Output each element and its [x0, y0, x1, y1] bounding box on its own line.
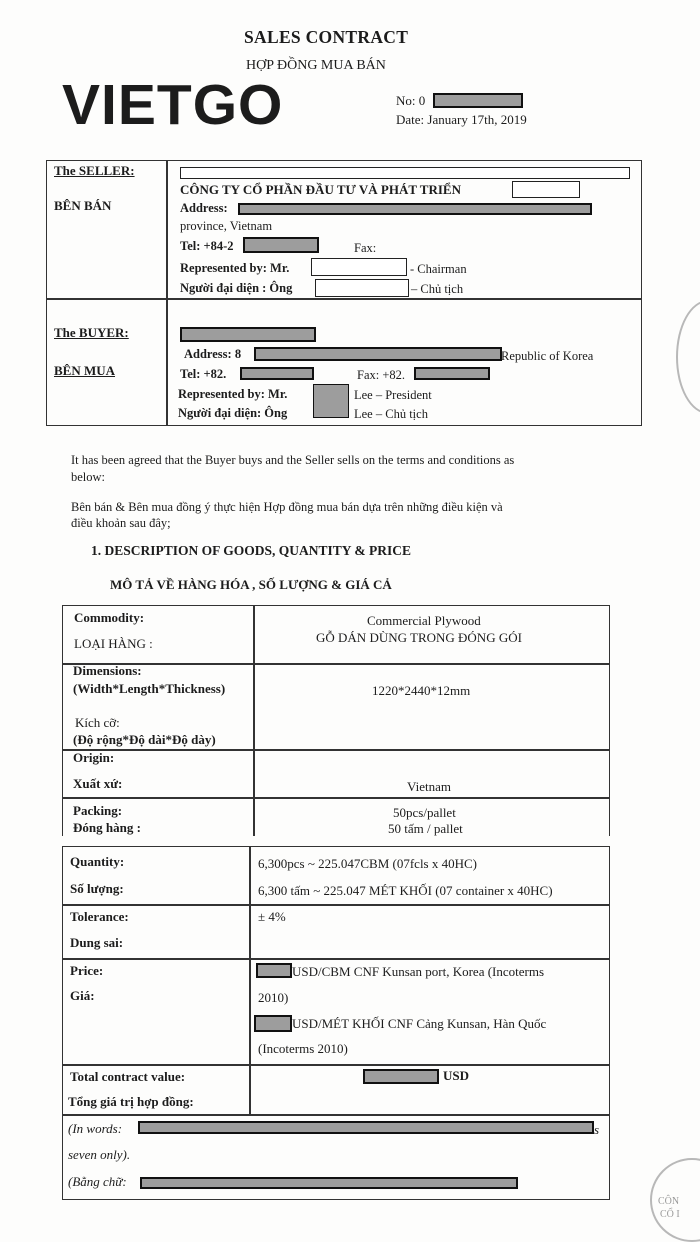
redacted-seller-rep-vn-name [315, 279, 409, 297]
buyer-rep-vn: Người đại diện: Ông [178, 406, 288, 420]
seller-rep-vn-title: – Chủ tịch [411, 282, 464, 296]
redacted-buyer-tel [240, 367, 314, 380]
price-value-vn-2: (Incoterms 2010) [258, 1041, 348, 1056]
commodity-label-vn: LOẠI HÀNG : [74, 636, 153, 651]
section1-heading: 1. DESCRIPTION OF GOODS, QUANTITY & PRICE [91, 543, 412, 558]
quantity-label: Quantity: [70, 854, 125, 869]
seller-fax: Fax: [354, 241, 377, 255]
redacted-seller-header [180, 167, 630, 179]
redacted-seller-address [238, 203, 592, 215]
redacted-seller-rep-name [311, 258, 407, 276]
origin-value: Vietnam [407, 779, 451, 794]
redacted-buyer-fax [414, 367, 490, 380]
seller-address-line2: province, Vietnam [180, 219, 273, 233]
stamp-text-2: CỔ I [660, 1209, 680, 1220]
buyer-address: Address: 8 [184, 347, 242, 361]
seller-label-vn: BÊN BÁN [54, 198, 112, 213]
stamp-fragment-top [676, 300, 700, 414]
packing-value-vn: 50 tấm / pallet [388, 821, 463, 836]
in-words-tail: s [594, 1122, 600, 1137]
total-currency: USD [443, 1068, 470, 1083]
price-value-en: USD/CBM CNF Kunsan port, Korea (Incoterms [292, 964, 545, 979]
origin-label-vn: Xuất xứ: [73, 776, 123, 791]
redacted-buyer-address [254, 347, 502, 361]
redacted-price-vnd [254, 1015, 292, 1032]
dimensions-value: 1220*2440*12mm [372, 683, 471, 698]
price-label-vn: Giá: [70, 988, 95, 1003]
redacted-contract-number [433, 93, 523, 108]
buyer-fax: Fax: +82. [357, 368, 406, 382]
seller-representative: Represented by: Mr. [180, 261, 290, 275]
buyer-rep-vn-title: Lee – Chủ tịch [354, 407, 428, 421]
contract-date: Date: January 17th, 2019 [396, 112, 527, 127]
parties-divider-horizontal [46, 298, 642, 300]
redacted-price-usd [256, 963, 292, 978]
price-label: Price: [70, 963, 104, 978]
buyer-tel: Tel: +82. [180, 367, 227, 381]
commodity-value-vn: GỖ DÁN DÙNG TRONG ĐÓNG GÓI [316, 630, 522, 645]
goods-row-divider-2 [62, 749, 610, 751]
redacted-in-words [138, 1121, 594, 1134]
packing-label-vn: Đóng hàng : [73, 820, 141, 835]
intro-en-line1: It has been agreed that the Buyer buys and the Seller sells on the terms and conditions as [71, 453, 515, 467]
seller-rep-vn: Người đại diện : Ông [180, 281, 293, 295]
packing-value: 50pcs/pallet [393, 805, 456, 820]
intro-vn-line2: điều khoản sau đây; [71, 516, 171, 530]
redacted-total-value [363, 1069, 439, 1084]
goods-row-divider-1 [62, 663, 610, 665]
dimensions-label-vn: Kích cỡ: [75, 715, 120, 730]
packing-label: Packing: [73, 803, 123, 818]
buyer-representative: Represented by: Mr. [178, 387, 288, 401]
quantity-value-vn: 6,300 tấm ~ 225.047 MÉT KHỐI (07 container x 40HC) [258, 883, 553, 898]
tolerance-label: Tolerance: [70, 909, 129, 924]
stamp-text-1: CÔN [658, 1196, 680, 1207]
contract-title: SALES CONTRACT [244, 27, 409, 47]
terms-row-divider-4 [62, 1114, 610, 1116]
seller-tel: Tel: +84-2 [180, 239, 234, 253]
origin-label: Origin: [73, 750, 115, 765]
tolerance-label-vn: Dung sai: [70, 935, 124, 950]
dimensions-label-2: (Width*Length*Thickness) [73, 681, 226, 696]
total-value-label: Total contract value: [70, 1069, 186, 1084]
intro-vn-line1: Bên bán & Bên mua đồng ý thực hiện Hợp đồng mua bán dựa trên những điều kiện và [71, 500, 503, 514]
price-value-en-2: 2010) [258, 990, 289, 1005]
seller-company: CÔNG TY CỔ PHẦN ĐẦU TƯ VÀ PHÁT TRIỂN [180, 182, 461, 197]
commodity-label: Commodity: [74, 610, 145, 625]
in-words-label: (In words: [68, 1121, 123, 1136]
in-words-line2: seven only). [68, 1147, 131, 1162]
contract-subtitle: HỢP ĐỒNG MUA BÁN [246, 58, 386, 73]
buyer-address-tail: Republic of Korea [501, 349, 594, 363]
seller-address-label: Address: [180, 201, 228, 215]
terms-col-divider [249, 846, 251, 1114]
intro-en-line2: below: [71, 470, 106, 484]
redacted-buyer-name [180, 327, 316, 342]
goods-row-divider-3 [62, 797, 610, 799]
commodity-value: Commercial Plywood [367, 613, 481, 628]
quantity-value: 6,300pcs ~ 225.047CBM (07fcls x 40HC) [258, 856, 478, 871]
redacted-bang-chu [140, 1177, 518, 1189]
parties-divider-vertical [166, 160, 168, 426]
tolerance-value: ± 4% [258, 909, 286, 924]
dimensions-label-vn-2: (Độ rộng*Độ dài*Độ dày) [73, 732, 216, 747]
terms-row-divider-1 [62, 904, 610, 906]
dimensions-label: Dimensions: [73, 663, 142, 678]
buyer-label: The BUYER: [54, 325, 129, 340]
seller-rep-title: - Chairman [410, 262, 467, 276]
total-value-label-vn: Tổng giá trị hợp đồng: [68, 1094, 194, 1109]
buyer-rep-title: Lee – President [354, 388, 432, 402]
redacted-seller-company-suffix [512, 181, 580, 198]
contract-number: No: 0 [396, 93, 426, 108]
terms-row-divider-3 [62, 1064, 610, 1066]
section1-heading-vn: MÔ TẢ VỀ HÀNG HÓA , SỐ LƯỢNG & GIÁ CẢ [110, 577, 392, 592]
redacted-buyer-rep-name [313, 384, 349, 418]
redacted-seller-tel [243, 237, 319, 253]
vietgo-logo: VIETGO [62, 73, 284, 137]
goods-col-divider [253, 605, 255, 836]
buyer-label-vn: BÊN MUA [54, 363, 116, 378]
quantity-label-vn: Số lượng: [70, 881, 124, 896]
bang-chu-label: (Bằng chữ: [68, 1174, 127, 1189]
seller-label: The SELLER: [54, 163, 135, 178]
price-value-vn: USD/MÉT KHỐI CNF Cảng Kunsan, Hàn Quốc [292, 1016, 547, 1031]
terms-row-divider-2 [62, 958, 610, 960]
